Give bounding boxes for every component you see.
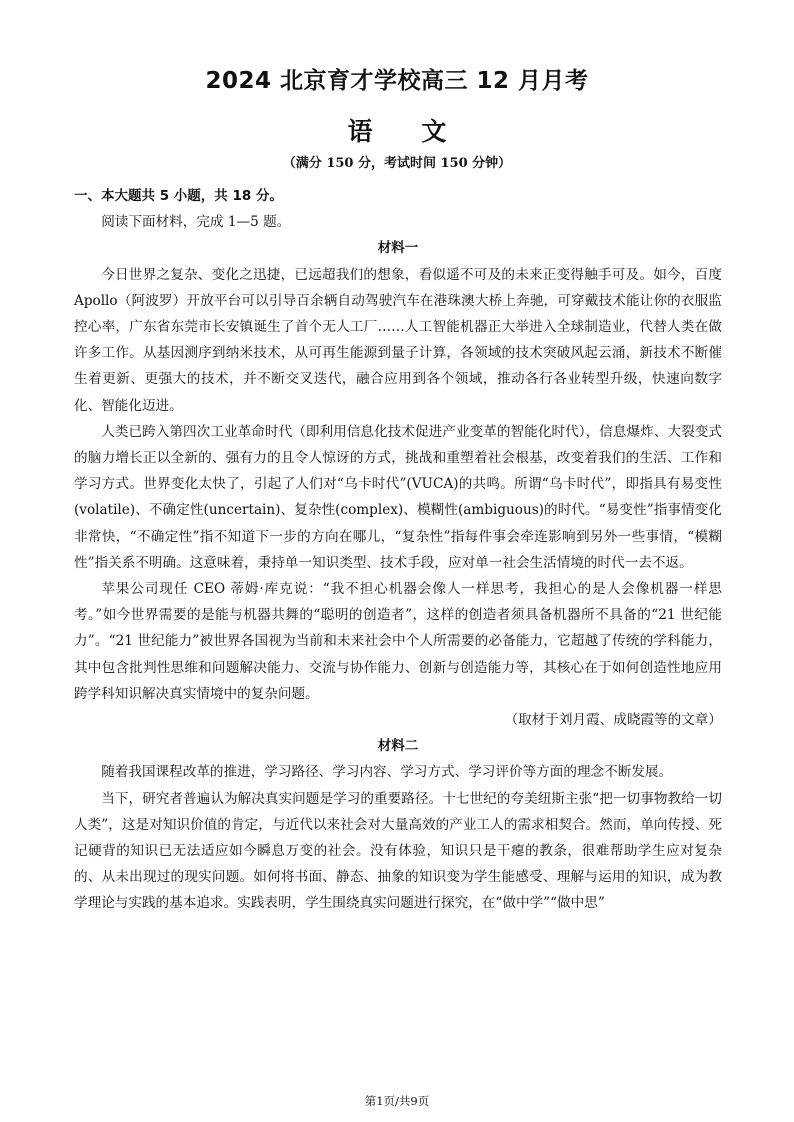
exam-meta: （满分 150 分，考试时间 150 分钟） [282,156,512,171]
material1-source: （取材于刘月霞、成晓霞等的文章） [504,712,722,729]
material1-paragraph: 今日世界之复杂、变化之迅捷，已远超我们的想象，看似遥不可及的未来正变得触手可及。如今，百度 Apollo（阿波罗）开放平台可以引导百余辆自动驾驶汽车在港珠澳大桥上奔驰，可穿戴技术能让你的衣服监控心率，广东省东莞市长安镇诞生了首个无人工厂……人工智能机器正大举进入全球制造业，代替人类在做许多工作。从基因测序到纳米技术，从可再生能源到量子计算，各领域的技术突破风起云涌，新技术不断催生着更新、更强大的技术，并不断交叉迭代，融合应用到各个领域，推动各行各业转型升级，快速向数字化、智能化迈进。 [74,266,722,414]
exam-title: 2024 北京育才学校高三 12 月月考 [205,68,589,94]
instruction: 阅读下面材料，完成 1—5 题。 [101,214,291,231]
section-title: 一、本大题共 5 小题，共 18 分。 [74,188,283,204]
material1-paragraph: 人类已跨入第四次工业革命时代（即利用信息化技术促进产业变革的智能化时代），信息爆炸、大裂变式的脑力增长正以全新的、强有力的且令人惊讶的方式，挑战和重塑着社会根基，改变着我们的生活、工作和学习方式。世界变化太快了，引起了人们对“乌卡时代”(VUCA)的共鸣。所谓“乌卡时代”，即指具有易变性(volatile)、不确定性(uncertain)、复杂性(complex)、模糊性(ambiguous)的时代。“易变性”指事情变化非常快，“不确定性”指不知道下一步的方向在哪儿，“复杂性”指每件事会牵连影响到另外一些事情，“模糊性”指关系不明确。这意味着，秉持单一知识类型、技术手段，应对单一社会生活情境的时代一去不返。 [74,423,722,571]
material1-paragraph: 苹果公司现任 CEO 蒂姆·库克说：“我不担心机器会像人一样思考，我担心的是人会像机器一样思考。”如今世界需要的是能与机器共舞的“聪明的创造者”，这样的创造者须具备机器所不具备的“21 世纪能力”。“21 世纪能力”被世界各国视为当前和未来社会中个人所需要的必备能力，它超越了传统的学科能力，其中包含批判性思维和问题解决能力、交流与协作能力、创新与创造能力等，其核心在于如何创造性地应用跨学科知识解决真实情境中的复杂问题。 [74,581,722,702]
exam-body [74,183,722,917]
material2-paragraph: 随着我国课程改革的推进，学习路径、学习内容、学习方式、学习评价等方面的理念不断发展。 [101,764,673,781]
material1-heading: 材料一 [377,240,419,257]
material2-paragraph: 当下，研究者普遍认为解决真实问题是学习的重要路径。十七世纪的夸美纽斯主张“把一切事物教给一切人类”，这是对知识价值的肯定，与近代以来社会对大量高效的产业工人的需求相契合。然而，单向传授、死记硬背的知识已无法适应如今瞬息万变的社会。没有体验，知识只是干瘪的教条，很难帮助学生应对复杂的、从未出现过的现实问题。如何将书面、静态、抽象的知识变为学生能感受、理解与运用的知识，成为教学理论与实践的基本追求。实践表明，学生围绕真实问题进行探究，在“做中学”“做中思” [74,790,722,912]
material2-heading: 材料二 [377,738,419,755]
page-number: 第1页/共9页 [364,1094,430,1108]
subject-title: 语 文 [347,117,447,146]
